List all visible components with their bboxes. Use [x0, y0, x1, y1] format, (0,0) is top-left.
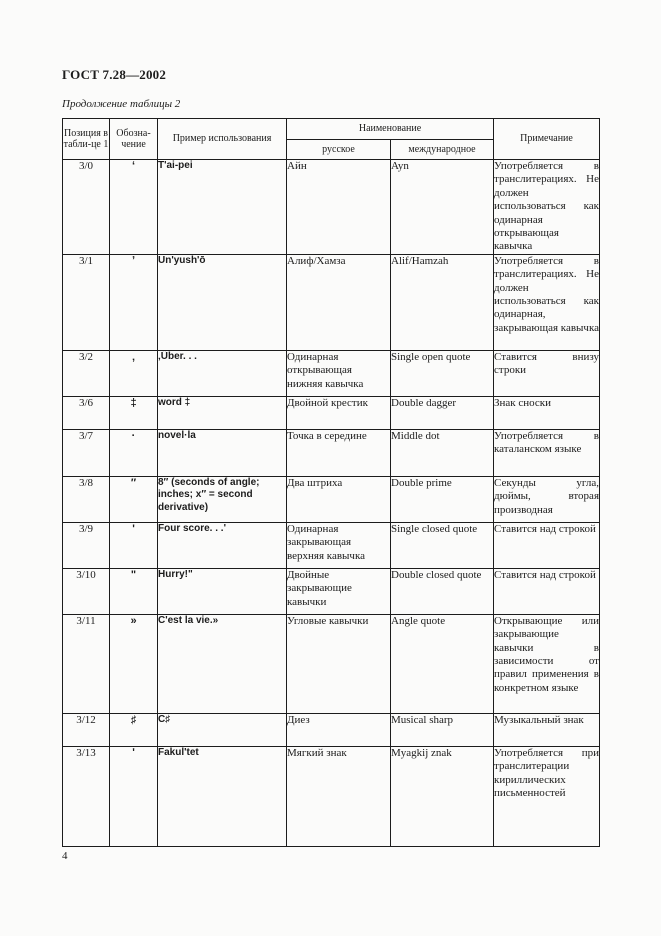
cell-name-international: Single open quote	[391, 350, 494, 396]
cell-name-russian: Угловые кавычки	[287, 614, 391, 713]
cell-symbol: ‡	[110, 396, 158, 429]
cell-note: Секунды угла, дюймы, вторая производная	[494, 476, 600, 522]
cell-name-russian: Точка в середине	[287, 429, 391, 476]
cell-symbol: "	[110, 568, 158, 614]
cell-name-russian: Два штриха	[287, 476, 391, 522]
cell-example: C'est la vie.»	[158, 614, 287, 713]
cell-position: 3/8	[63, 476, 110, 522]
cell-note: Употребляется в каталанском языке	[494, 429, 600, 476]
col-header-russian: русское	[287, 140, 391, 160]
cell-name-russian: Двойные закрывающие кавычки	[287, 568, 391, 614]
cell-name-international: Double dagger	[391, 396, 494, 429]
cell-note: Ставится внизу строки	[494, 350, 600, 396]
cell-position: 3/7	[63, 429, 110, 476]
cell-name-russian: Одинарная открывающая нижняя кавычка	[287, 350, 391, 396]
cell-position: 3/0	[63, 160, 110, 255]
cell-symbol: ‚	[110, 350, 158, 396]
cell-position: 3/10	[63, 568, 110, 614]
cell-name-international: Musical sharp	[391, 713, 494, 746]
cell-note: Знак сноски	[494, 396, 600, 429]
cell-example: word ‡	[158, 396, 287, 429]
table-row	[63, 429, 600, 476]
cell-symbol: ʹ	[110, 746, 158, 846]
cell-symbol: »	[110, 614, 158, 713]
cell-example: Hurry!"	[158, 568, 287, 614]
cell-note: Ставится над строкой	[494, 522, 600, 568]
col-header-note: Примечание	[494, 119, 600, 160]
cell-note: Употребляется при транслитерации кириллических письменностей	[494, 746, 600, 846]
cell-note: Музыкальный знак	[494, 713, 600, 746]
col-header-example: Пример использования	[158, 119, 287, 160]
cell-example: ‚Über. . .	[158, 350, 287, 396]
symbols-table	[62, 118, 600, 847]
cell-symbol: ♯	[110, 713, 158, 746]
cell-name-international: Middle dot	[391, 429, 494, 476]
table-row	[63, 476, 600, 522]
cell-name-russian: Диез	[287, 713, 391, 746]
cell-example: Four score. . .'	[158, 522, 287, 568]
cell-symbol: ʻ	[110, 160, 158, 255]
cell-name-international: Single closed quote	[391, 522, 494, 568]
cell-name-russian: Алиф/Хамза	[287, 254, 391, 350]
cell-name-international: Ayn	[391, 160, 494, 255]
cell-position: 3/12	[63, 713, 110, 746]
col-header-position: Позиция в табли-це 1	[63, 119, 110, 160]
cell-name-international: Myagkij znak	[391, 746, 494, 846]
table-row	[63, 568, 600, 614]
table-row	[63, 396, 600, 429]
cell-position: 3/6	[63, 396, 110, 429]
cell-note: Открывающие или закрывающие кавычки в зависимости от правил применения в конкретном языке	[494, 614, 600, 713]
cell-example: Fakul'tet	[158, 746, 287, 846]
table-row	[63, 254, 600, 350]
table-row	[63, 713, 600, 746]
table-caption: Продолжение таблицы 2	[62, 98, 181, 110]
cell-name-international: Alif/Hamzah	[391, 254, 494, 350]
table-row	[63, 350, 600, 396]
col-header-international: международное	[391, 140, 494, 160]
cell-name-international: Angle quote	[391, 614, 494, 713]
cell-name-russian: Двойной крестик	[287, 396, 391, 429]
cell-example: novel·la	[158, 429, 287, 476]
cell-example: C♯	[158, 713, 287, 746]
cell-note: Употребляется в транслитерациях. Не должен использоваться как одинарная, закрывающая кавычка	[494, 254, 600, 350]
cell-position: 3/2	[63, 350, 110, 396]
cell-name-russian: Одинарная закрывающая верхняя кавычка	[287, 522, 391, 568]
cell-note: Употребляется в транслитерациях. Не должен использоваться как одинарная открывающая кавычка	[494, 160, 599, 253]
cell-symbol: ″	[110, 476, 158, 522]
cell-name-international: Double closed quote	[391, 568, 494, 614]
table-body	[63, 160, 600, 847]
table-row	[63, 746, 600, 846]
cell-position: 3/13	[63, 746, 110, 846]
table-row	[63, 160, 600, 255]
standard-title: ГОСТ 7.28—2002	[62, 67, 167, 82]
cell-symbol: ·	[110, 429, 158, 476]
page-number: 4	[62, 850, 68, 862]
cell-note: Ставится над строкой	[494, 568, 600, 614]
col-header-name: Наименование	[287, 119, 494, 140]
table-row	[63, 522, 600, 568]
col-header-symbol: Обозна-чение	[110, 119, 158, 160]
cell-symbol: '	[110, 522, 158, 568]
cell-example: T'ai-pei	[158, 160, 287, 255]
cell-position: 3/11	[63, 614, 110, 713]
table-row	[63, 614, 600, 713]
cell-name-russian: Мягкий знак	[287, 746, 391, 846]
cell-position: 3/9	[63, 522, 110, 568]
cell-name-russian: Айн	[287, 160, 391, 255]
cell-example: 8″ (seconds of angle; inches; x″ = second derivative)	[158, 476, 287, 522]
cell-name-international: Double prime	[391, 476, 494, 522]
cell-example: Un'yush'ō	[158, 254, 287, 350]
cell-position: 3/1	[63, 254, 110, 350]
cell-symbol: ʼ	[110, 254, 158, 350]
